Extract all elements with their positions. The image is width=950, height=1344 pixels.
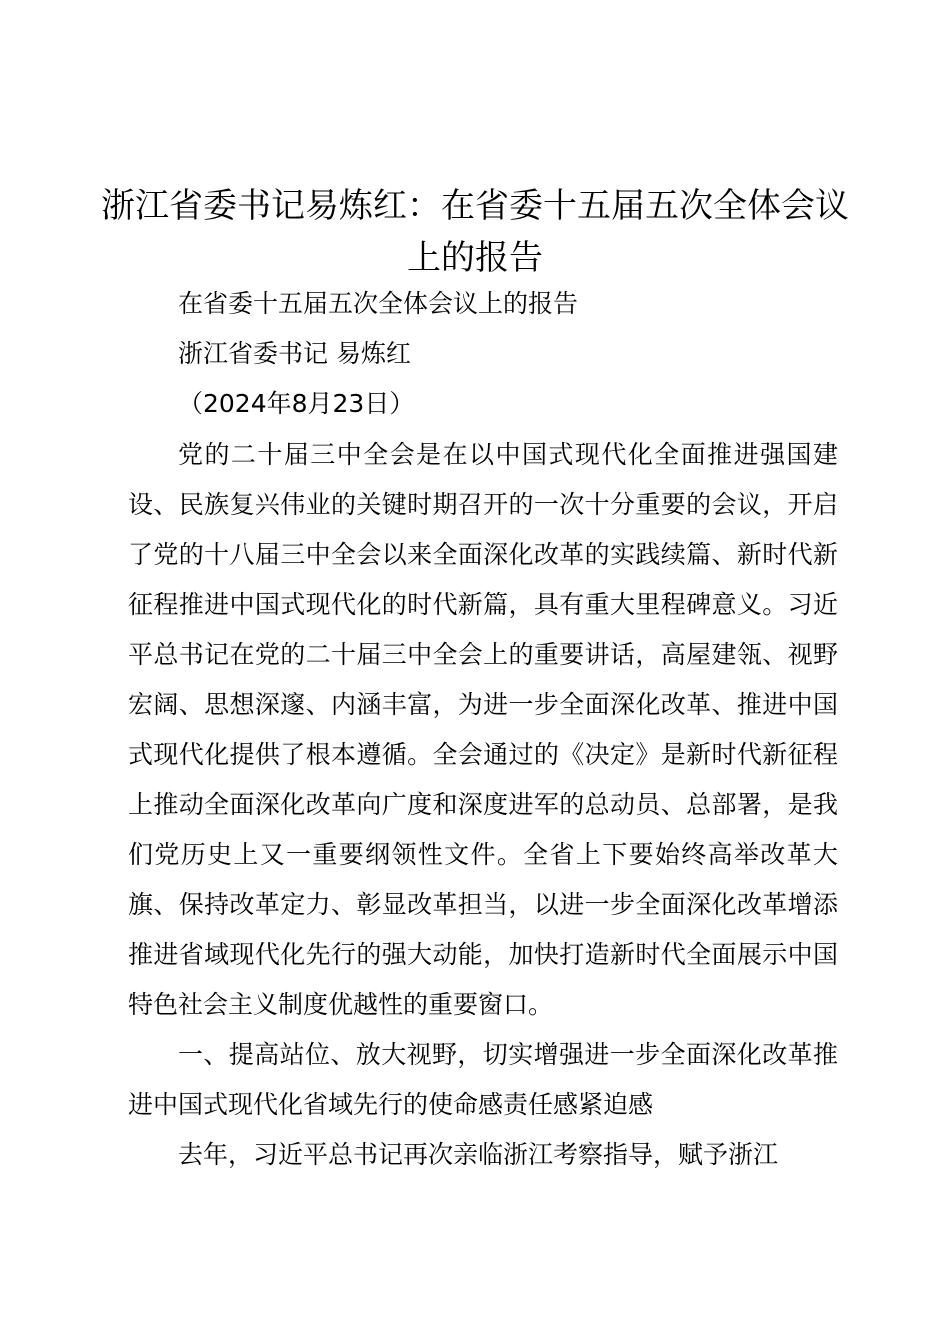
paragraph-section-1: 去年，习近平总书记再次亲临浙江考察指导，赋予浙江 [178,1140,779,1169]
document-date: （2024年8月23日） [178,389,415,418]
document-author: 浙江省委书记 易炼红 [178,339,411,368]
section-heading-1: 一、提高站位、放大视野，切实增强进一步全面深化改革推进中国式现代化省域先行的使命感责任感紧迫感 [128,1040,838,1119]
document-title: 浙江省委书记易炼红：在省委十五届五次全体会议上的报告 [101,186,849,278]
document-subtitle: 在省委十五届五次全体会议上的报告 [178,289,579,318]
paragraph-intro: 党的二十届三中全会是在以中国式现代化全面推进强国建设、民族复兴伟业的关键时期召开的一次十分重要的会议，开启了党的十八届三中全会以来全面深化改革的实践续篇、新时代新征程推进中国式现代化的时代新篇，具有重大里程碑意义。习近平总书记在党的二十届三中全会上的重要讲话，高屋建瓴、视野宏阔、思想深邃、内涵丰富，为进一步全面深化改革、推进中国式现代化提供了根本遵循。全会通过的《决定》是新时代新征程上推动全面深化改革向广度和深度进军的总动员、总部署，是我们党历史上又一重要纲领性文件。全省上下要始终高举改革大旗、保持改革定力、彰显改革担当，以进一步全面深化改革增添推进省域现代化先行的强大动能，加快打造新时代全面展示中国特色社会主义制度优越性的重要窗口。 [128,440,838,1019]
